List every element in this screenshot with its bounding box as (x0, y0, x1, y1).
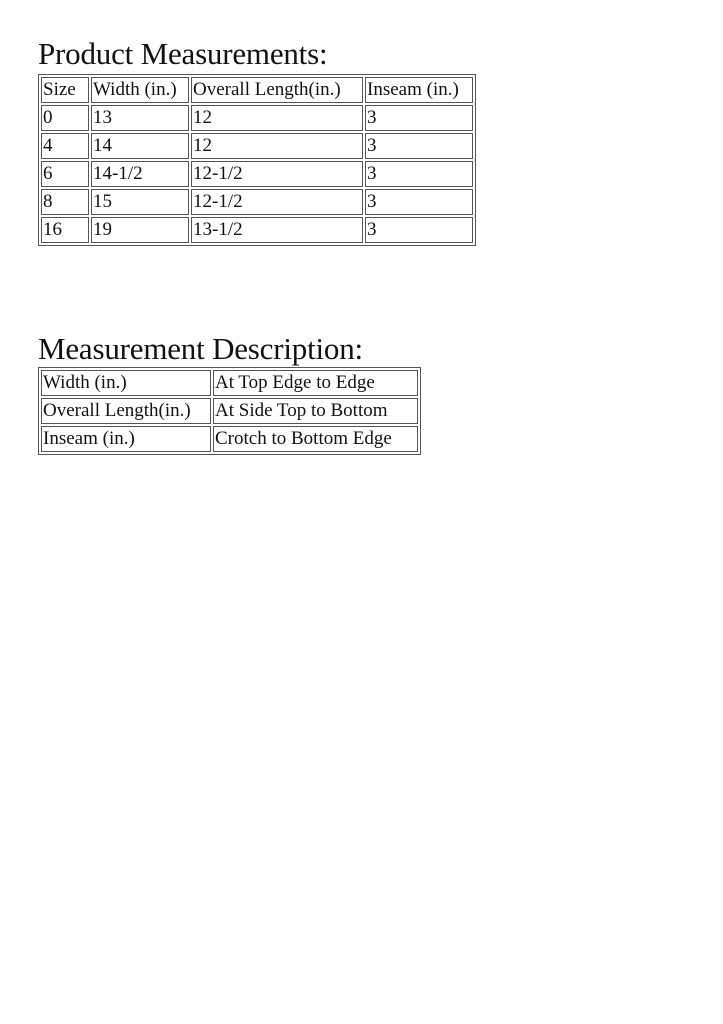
header-cell-inseam: Inseam (in.) (365, 77, 473, 103)
cell-inseam: 3 (365, 105, 473, 131)
cell-overall-length: 12-1/2 (191, 189, 363, 215)
cell-inseam: 3 (365, 189, 473, 215)
cell-size: 16 (41, 217, 89, 243)
table-row (41, 370, 418, 396)
table-row (41, 398, 418, 424)
product-measurements-title: Product Measurements: (38, 36, 328, 71)
header-cell-size: Size (41, 77, 89, 103)
cell-width: 19 (91, 217, 189, 243)
cell-measurement-description: At Top Edge to Edge (213, 370, 418, 396)
cell-overall-length: 12-1/2 (191, 161, 363, 187)
cell-width: 15 (91, 189, 189, 215)
cell-size: 6 (41, 161, 89, 187)
cell-measurement-description: At Side Top to Bottom (213, 398, 418, 424)
cell-inseam: 3 (365, 217, 473, 243)
cell-width: 14-1/2 (91, 161, 189, 187)
table-row (41, 189, 473, 215)
product-measurements-table (38, 74, 476, 246)
table-row (41, 161, 473, 187)
cell-width: 13 (91, 105, 189, 131)
cell-size: 0 (41, 105, 89, 131)
measurement-description-table (38, 367, 421, 455)
cell-measurement-name: Inseam (in.) (41, 426, 211, 452)
cell-overall-length: 12 (191, 133, 363, 159)
cell-size: 4 (41, 133, 89, 159)
cell-measurement-name: Overall Length(in.) (41, 398, 211, 424)
table-header-row (41, 77, 473, 103)
cell-overall-length: 12 (191, 105, 363, 131)
header-cell-width: Width (in.) (91, 77, 189, 103)
cell-inseam: 3 (365, 133, 473, 159)
cell-size: 8 (41, 189, 89, 215)
cell-measurement-description: Crotch to Bottom Edge (213, 426, 418, 452)
measurement-description-title: Measurement Description: (38, 331, 363, 366)
cell-width: 14 (91, 133, 189, 159)
cell-overall-length: 13-1/2 (191, 217, 363, 243)
table-row (41, 133, 473, 159)
table-row (41, 426, 418, 452)
header-cell-overall-length: Overall Length(in.) (191, 77, 363, 103)
cell-inseam: 3 (365, 161, 473, 187)
cell-measurement-name: Width (in.) (41, 370, 211, 396)
table-row (41, 105, 473, 131)
table-row (41, 217, 473, 243)
